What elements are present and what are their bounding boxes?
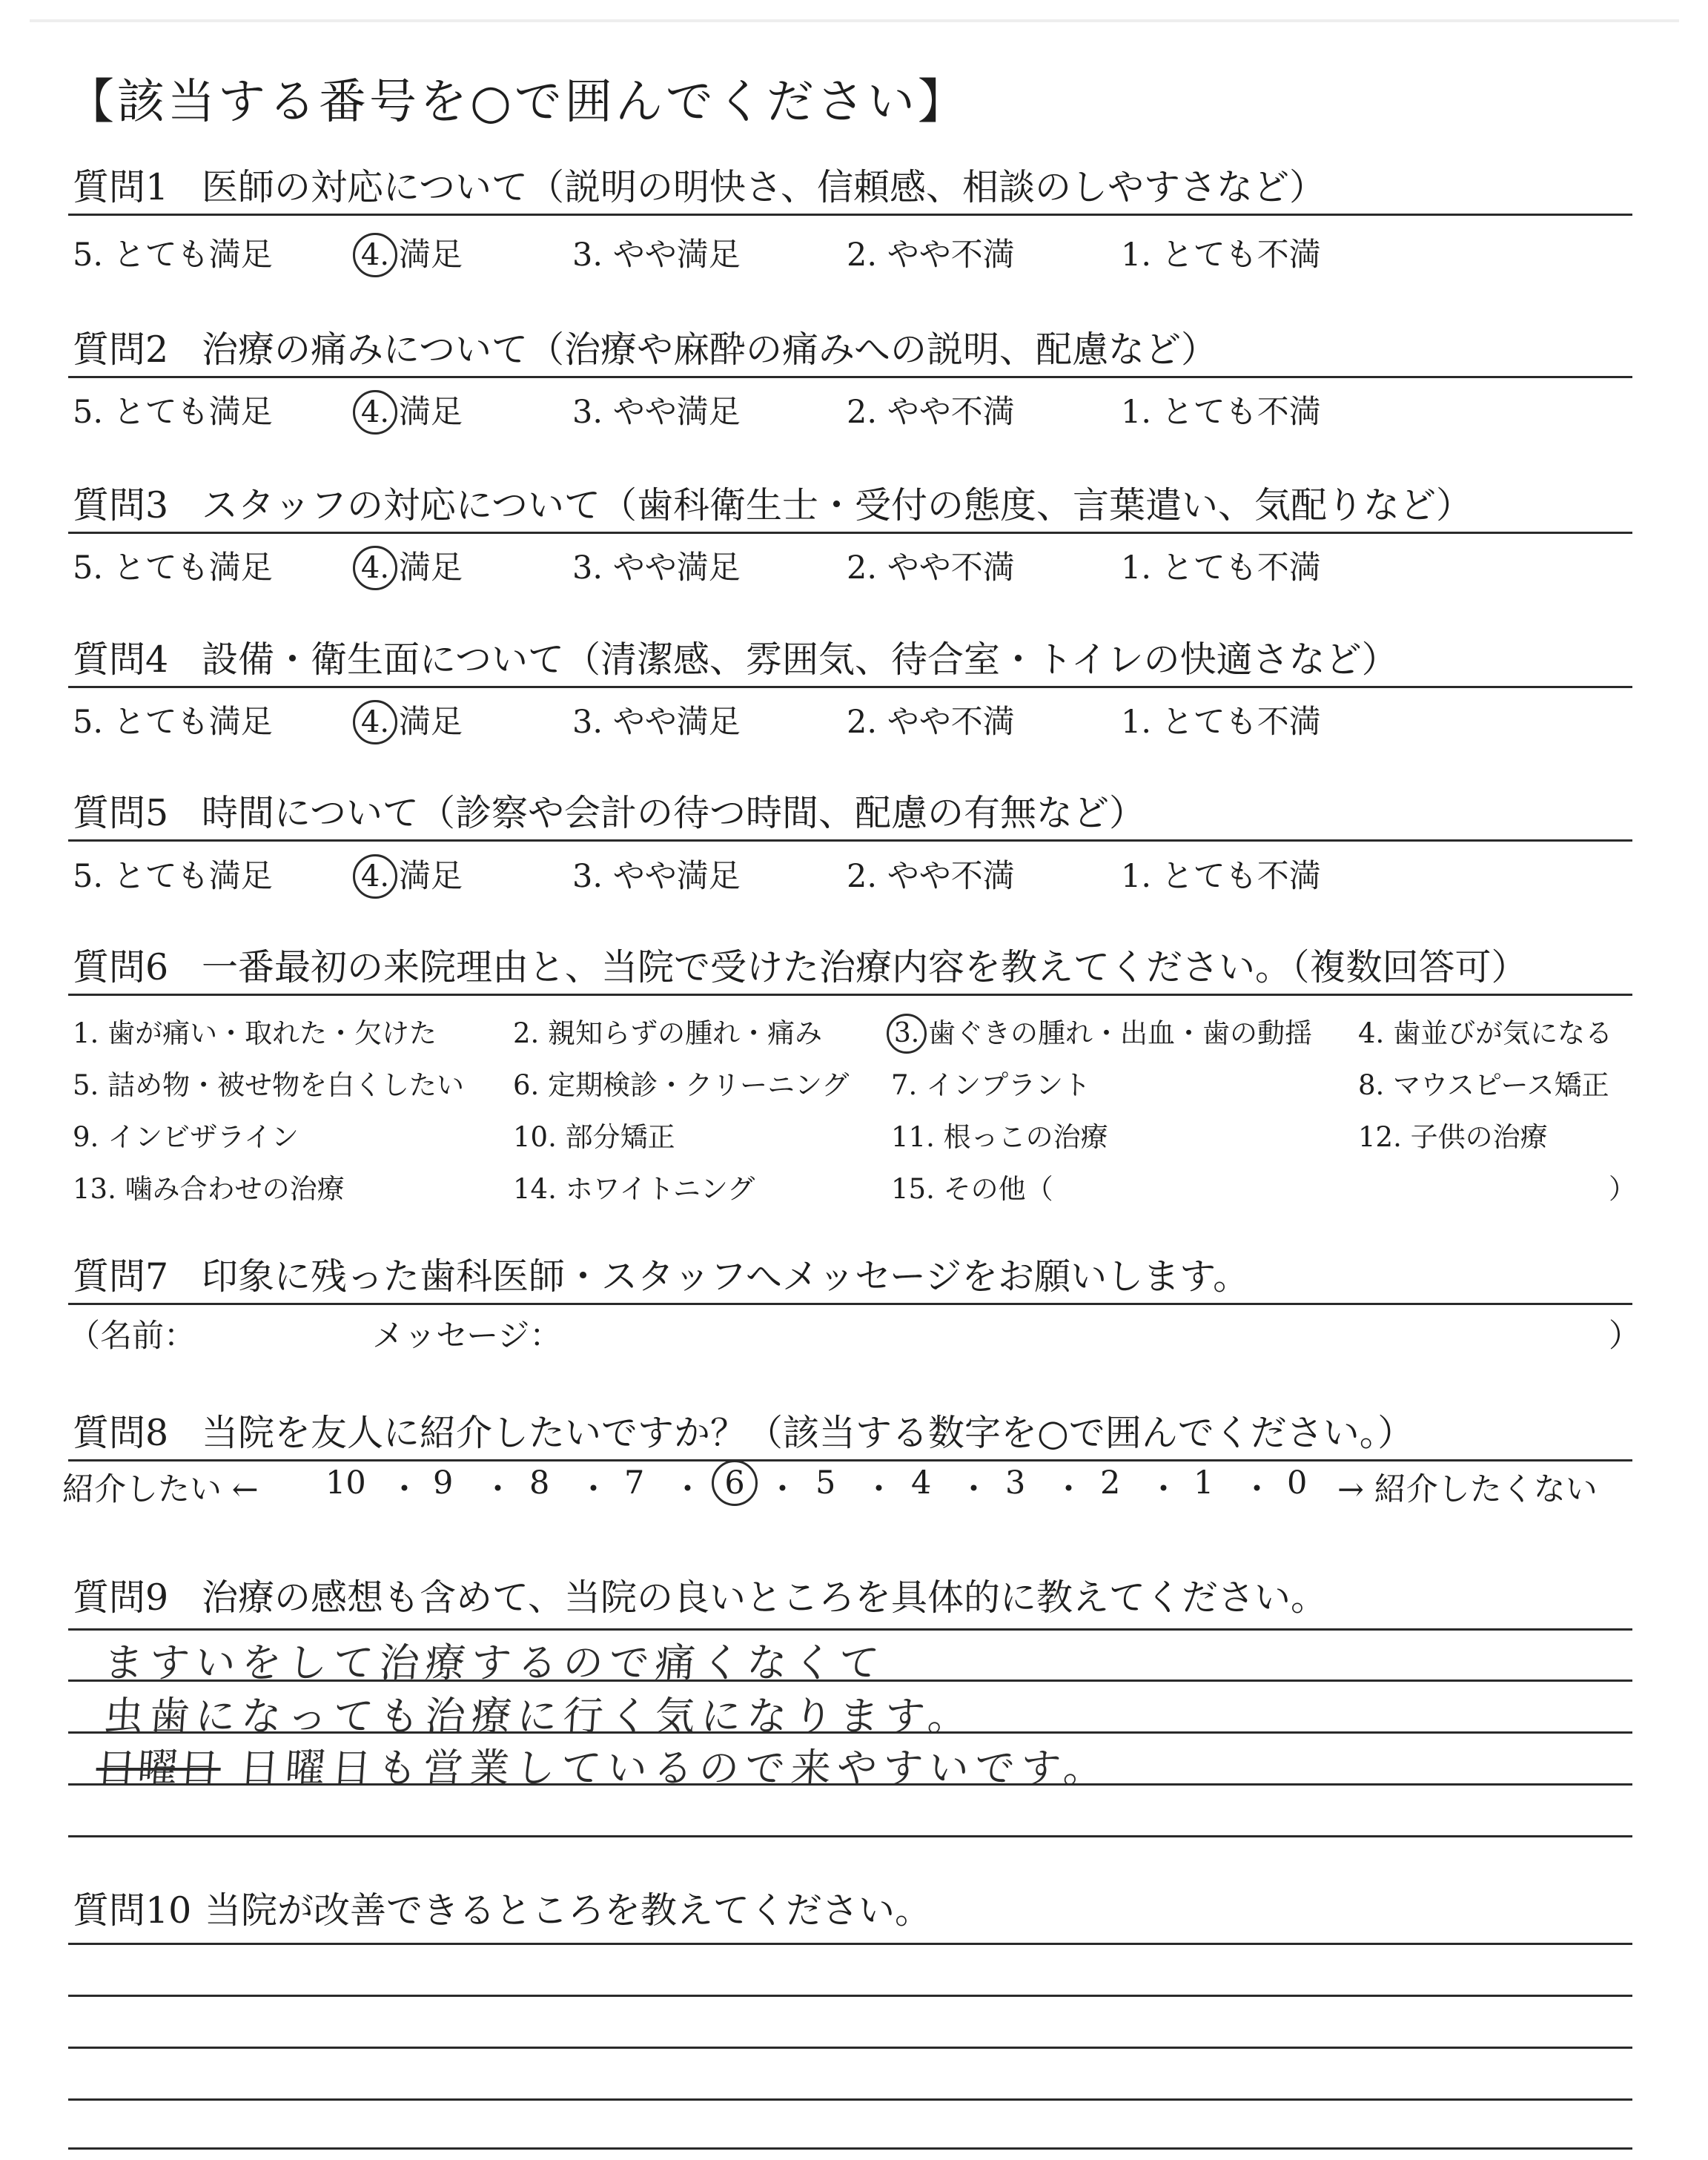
answer-line bbox=[68, 1943, 1632, 1945]
option-3[interactable]: 3. やや満足 bbox=[572, 394, 741, 431]
question-number: 質問6 bbox=[73, 946, 169, 988]
option-10[interactable]: 10. 部分矯正 bbox=[513, 1121, 675, 1153]
scale-dot: ・ bbox=[958, 1471, 990, 1508]
question-10-header bbox=[68, 1876, 1632, 1937]
question-number: 質問3 bbox=[73, 484, 169, 526]
option-2[interactable]: 2. やや不満 bbox=[847, 237, 1015, 274]
answer-line bbox=[68, 1835, 1632, 1837]
option-1[interactable]: 1. とても不満 bbox=[1121, 394, 1321, 431]
handwritten-answer-line-3 bbox=[94, 1737, 1111, 1794]
selection-circle: 4. bbox=[353, 700, 397, 744]
question-6-header bbox=[68, 933, 1632, 996]
scale-dot: ・ bbox=[482, 1471, 514, 1508]
scale-5[interactable]: 5 bbox=[815, 1464, 836, 1502]
question-text: 当院が改善できるところを教えてください。 bbox=[205, 1889, 932, 1932]
scale-6-selected[interactable] bbox=[712, 1464, 758, 1506]
option-3[interactable]: 3. やや満足 bbox=[572, 858, 741, 895]
question-2-header bbox=[68, 315, 1632, 378]
scale-3[interactable]: 3 bbox=[1005, 1464, 1026, 1502]
question-3-options bbox=[68, 543, 1632, 587]
option-2[interactable]: 2. やや不満 bbox=[847, 394, 1015, 431]
message-label: メッセージ： bbox=[372, 1318, 562, 1355]
recommendation-scale bbox=[62, 1464, 1641, 1516]
question-number: 質問9 bbox=[73, 1576, 169, 1619]
question-1-options bbox=[68, 230, 1632, 274]
message-close-paren: ） bbox=[1609, 1318, 1641, 1355]
scale-9[interactable]: 9 bbox=[433, 1464, 454, 1502]
question-4-header bbox=[68, 625, 1632, 688]
scale-1[interactable]: 1 bbox=[1194, 1464, 1214, 1502]
selection-circle: 4. bbox=[353, 390, 397, 435]
selection-circle: 6 bbox=[712, 1460, 758, 1506]
option-4-selected[interactable] bbox=[357, 543, 463, 590]
option-13[interactable]: 13. 噛み合わせの治療 bbox=[73, 1173, 345, 1205]
question-number: 質問4 bbox=[73, 638, 169, 681]
scale-dot: ・ bbox=[672, 1471, 704, 1508]
question-7-header bbox=[68, 1242, 1632, 1305]
option-label: 満足 bbox=[399, 549, 463, 587]
scale-0[interactable]: 0 bbox=[1287, 1464, 1308, 1502]
question-text: 当院を友人に紹介したいですか？（該当する数字を○で囲んでください。） bbox=[202, 1412, 1414, 1454]
handwritten-answer-line-1: ますいをして治療するので痛くなくて bbox=[102, 1639, 887, 1686]
scale-8[interactable]: 8 bbox=[529, 1464, 550, 1502]
option-4-selected[interactable] bbox=[357, 697, 463, 744]
question-number: 質問8 bbox=[73, 1412, 169, 1454]
question-text: 印象に残った歯科医師・スタッフへメッセージをお願いします。 bbox=[202, 1255, 1250, 1298]
name-label: （名前： bbox=[68, 1318, 196, 1355]
option-1[interactable]: 1. とても不満 bbox=[1121, 237, 1321, 274]
scale-10[interactable]: 10 bbox=[325, 1464, 366, 1502]
other-close-paren: ） bbox=[1609, 1173, 1636, 1205]
option-5[interactable]: 5. とても満足 bbox=[73, 858, 273, 895]
question-text: 治療の痛みについて（治療や麻酔の痛みへの説明、配慮など） bbox=[202, 328, 1218, 371]
option-14[interactable]: 14. ホワイトニング bbox=[513, 1173, 755, 1205]
question-number: 質問1 bbox=[73, 166, 169, 208]
question-2-options bbox=[68, 387, 1632, 432]
selection-circle: 3. bbox=[887, 1014, 927, 1054]
option-5[interactable]: 5. とても満足 bbox=[73, 394, 273, 431]
answer-line bbox=[68, 2147, 1632, 2150]
option-8[interactable]: 8. マウスピース矯正 bbox=[1358, 1069, 1609, 1101]
scale-right-label: → 紹介したくない bbox=[1337, 1471, 1598, 1508]
question-number: 質問5 bbox=[73, 792, 169, 834]
scale-left-label: 紹介したい ← bbox=[62, 1471, 259, 1508]
scale-dot: ・ bbox=[863, 1471, 895, 1508]
question-text: 治療の感想も含めて、当院の良いところを具体的に教えてください。 bbox=[202, 1576, 1328, 1619]
question-6-options bbox=[68, 997, 1636, 1220]
option-1[interactable]: 1. とても不満 bbox=[1121, 858, 1321, 895]
option-11[interactable]: 11. 根っこの治療 bbox=[891, 1121, 1108, 1153]
option-2[interactable]: 2. やや不満 bbox=[847, 704, 1015, 741]
question-3-header bbox=[68, 471, 1632, 534]
option-1[interactable]: 1. とても不満 bbox=[1121, 549, 1321, 587]
scale-dot: ・ bbox=[767, 1471, 798, 1508]
page-title: 【該当する番号を○で囲んでください】 bbox=[67, 75, 968, 130]
option-4-selected[interactable] bbox=[357, 230, 463, 277]
option-1[interactable]: 1. 歯が痛い・取れた・欠けた bbox=[73, 1017, 437, 1049]
question-number: 質問2 bbox=[73, 328, 169, 371]
answer-line bbox=[68, 1995, 1632, 1997]
option-label: 満足 bbox=[399, 237, 463, 274]
option-label: 満足 bbox=[399, 394, 463, 431]
question-text: スタッフの対応について（歯科衛生士・受付の態度、言葉遣い、気配りなど） bbox=[202, 484, 1473, 526]
scale-2[interactable]: 2 bbox=[1100, 1464, 1121, 1502]
scale-dot: ・ bbox=[1241, 1471, 1273, 1508]
answer-line bbox=[68, 1628, 1632, 1631]
option-5[interactable]: 5. 詰め物・被せ物を白くしたい bbox=[73, 1069, 465, 1101]
scale-dot: ・ bbox=[388, 1471, 420, 1508]
question-9-header bbox=[68, 1563, 1632, 1624]
question-1-header bbox=[68, 153, 1632, 216]
top-edge-line bbox=[30, 19, 1679, 22]
option-4[interactable]: 4. 歯並びが気になる bbox=[1358, 1017, 1613, 1049]
option-3[interactable]: 3. やや満足 bbox=[572, 704, 741, 741]
option-2[interactable]: 2. やや不満 bbox=[847, 858, 1015, 895]
question-text: 医師の対応について（説明の明快さ、信頼感、相談のしやすさなど） bbox=[202, 166, 1326, 208]
answer-text: 日曜日も営業しているので来やすいです。 bbox=[237, 1745, 1111, 1791]
option-label: 歯ぐきの腫れ・出血・歯の動揺 bbox=[928, 1017, 1312, 1049]
option-3-selected[interactable] bbox=[891, 1011, 1312, 1054]
crossed-out-text: 日曜日 bbox=[94, 1745, 222, 1791]
option-3[interactable]: 3. やや満足 bbox=[572, 549, 741, 587]
selection-circle: 4. bbox=[353, 854, 397, 899]
option-7[interactable]: 7. インプラント bbox=[891, 1069, 1091, 1101]
scale-dot: ・ bbox=[1148, 1471, 1179, 1508]
question-number: 質問7 bbox=[73, 1255, 169, 1298]
option-15-other[interactable]: 15. その他（ bbox=[891, 1173, 1053, 1205]
handwritten-answer-line-2: 虫歯になっても治療に行く気になります。 bbox=[102, 1693, 976, 1740]
option-6[interactable]: 6. 定期検診・クリーニング bbox=[513, 1069, 850, 1101]
option-2[interactable]: 2. やや不満 bbox=[847, 549, 1015, 587]
answer-line bbox=[68, 2098, 1632, 2101]
option-3[interactable]: 3. やや満足 bbox=[572, 237, 741, 274]
question-text: 設備・衛生面について（清潔感、雰囲気、待合室・トイレの快適さなど） bbox=[202, 638, 1398, 681]
answer-line bbox=[68, 2047, 1632, 2049]
option-12[interactable]: 12. 子供の治療 bbox=[1358, 1121, 1548, 1153]
scale-4[interactable]: 4 bbox=[911, 1464, 932, 1502]
scale-dot: ・ bbox=[1053, 1471, 1085, 1508]
option-2[interactable]: 2. 親知らずの腫れ・痛み bbox=[513, 1017, 823, 1049]
option-label: 満足 bbox=[399, 858, 463, 895]
question-text: 一番最初の来院理由と、当院で受けた治療内容を教えてください。（複数回答可） bbox=[202, 946, 1528, 988]
selection-circle: 4. bbox=[353, 233, 397, 277]
option-1[interactable]: 1. とても不満 bbox=[1121, 704, 1321, 741]
question-number: 質問10 bbox=[73, 1889, 192, 1932]
question-7-fields bbox=[68, 1311, 1641, 1355]
option-9[interactable]: 9. インビザライン bbox=[73, 1121, 299, 1153]
question-8-header bbox=[68, 1398, 1632, 1462]
question-5-header bbox=[68, 779, 1632, 842]
scale-dot: ・ bbox=[577, 1471, 609, 1508]
question-4-options bbox=[68, 697, 1632, 742]
question-text: 時間について（診察や会計の待つ時間、配慮の有無など） bbox=[202, 792, 1146, 834]
option-5[interactable]: 5. とても満足 bbox=[73, 237, 273, 274]
option-5[interactable]: 5. とても満足 bbox=[73, 704, 273, 741]
option-4-selected[interactable] bbox=[357, 387, 463, 435]
scale-7[interactable]: 7 bbox=[624, 1464, 645, 1502]
option-4-selected[interactable] bbox=[357, 851, 463, 899]
selection-circle: 4. bbox=[353, 546, 397, 590]
option-5[interactable]: 5. とても満足 bbox=[73, 549, 273, 587]
option-label: 満足 bbox=[399, 704, 463, 741]
question-5-options bbox=[68, 851, 1632, 896]
